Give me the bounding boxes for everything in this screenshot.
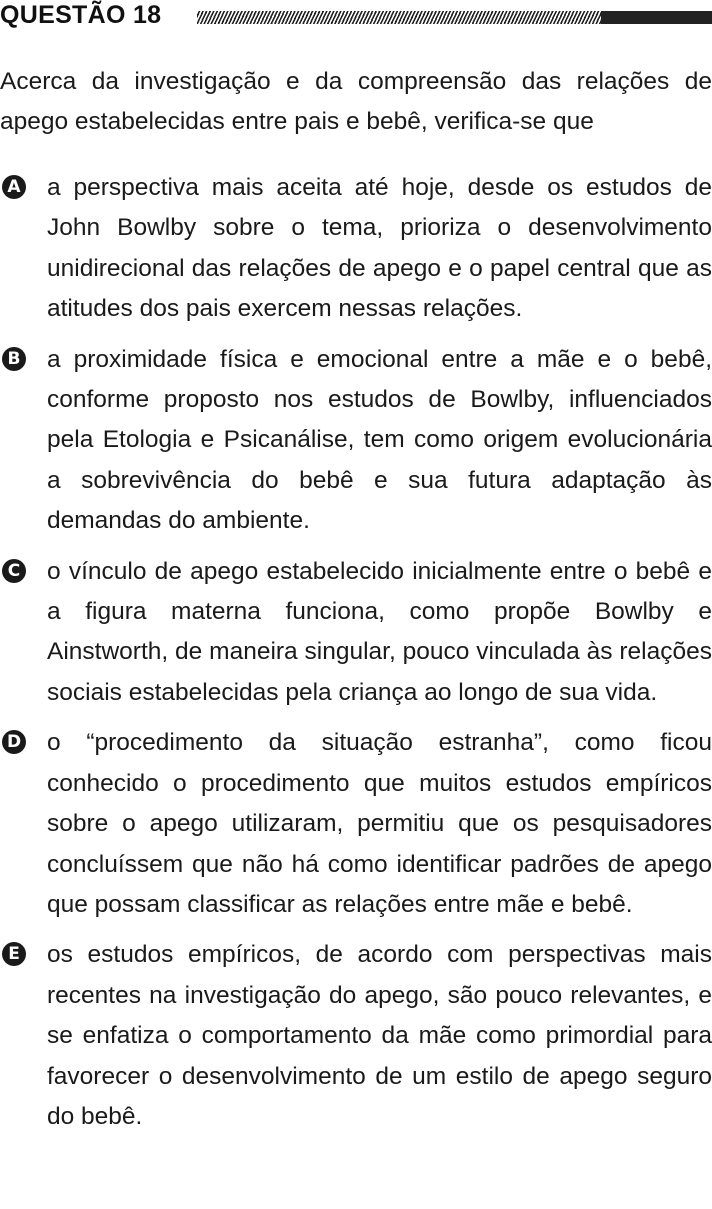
- answer-options: [0, 168, 712, 1147]
- option-b-letter-badge: B: [2, 347, 26, 371]
- option-c-letter-badge: C: [2, 559, 26, 583]
- question-title: QUESTÃO 18: [0, 1, 162, 29]
- option-a-text: a perspectiva mais aceita até hoje, desde os estudos de John Bowlby sobre o tema, prioriza o desenvolvimento unidirecional das relações de apego e o papel central que as atitudes dos pais exercem nessas relações.: [47, 174, 712, 323]
- option-d-letter-badge: D: [2, 730, 26, 754]
- option-c-text: o vínculo de apego estabelecido inicialmente entre o bebê e a figura materna funciona, como propõe Bowlby e Ainstworth, de maneira singular, pouco vinculada às relações sociais estabelecidas pela criança ao longo de sua vida.: [47, 557, 712, 706]
- option-e-letter-badge: E: [2, 942, 26, 966]
- option-e-text: os estudos empíricos, de acordo com perspectivas mais recentes na investigação do apego, são pouco relevantes, e se enfatiza o comportamento da mãe como primordial para favorecer o desenvolvimento de um estilo de apego seguro do bebê.: [47, 941, 712, 1130]
- header-hatch-rule: [197, 11, 601, 24]
- option-d-text: o “procedimento da situação estranha”, como ficou conhecido o procedimento que muitos estudos empíricos sobre o apego utilizaram, permitiu que os pesquisadores concluíssem que não há como identificar padrões de apego que possam classificar as relações entre mãe e bebê.: [47, 729, 712, 918]
- option-c[interactable]: [0, 552, 712, 714]
- header-solid-bar: [601, 11, 712, 24]
- option-e[interactable]: [0, 935, 712, 1137]
- question-header: [0, 0, 712, 38]
- option-b[interactable]: [0, 340, 712, 542]
- question-stem: Acerca da investigação e da compreensão das relações de apego estabelecidas entre pais e bebê, verifica-se que: [0, 68, 712, 135]
- option-a[interactable]: [0, 168, 712, 330]
- option-b-text: a proximidade física e emocional entre a mãe e o bebê, conforme proposto nos estudos de Bowlby, influenciados pela Etologia e Psicanálise, tem como origem evolucionária a sobrevivência do bebê e sua futura adaptação às demandas do ambiente.: [47, 345, 712, 535]
- option-d[interactable]: [0, 723, 712, 925]
- option-a-letter-badge: A: [2, 175, 26, 199]
